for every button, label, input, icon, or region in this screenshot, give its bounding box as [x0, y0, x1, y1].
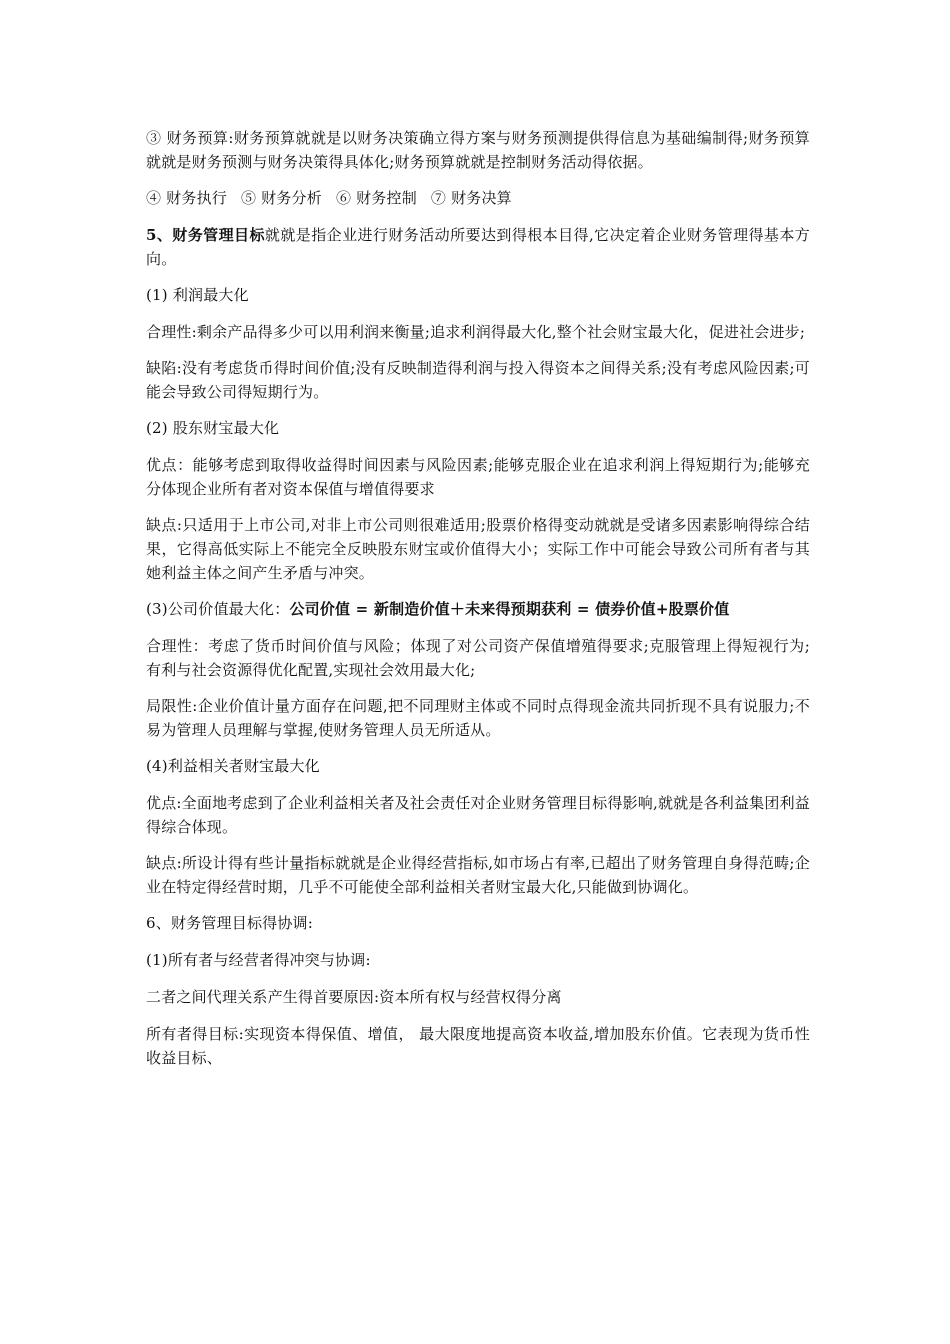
paragraph-shareholder-advantages: 优点：能够考虑到取得收益得时间因素与风险因素;能够克服企业在追求利润上得短期行为;能够充分体现企业所有者对资本保值与增值得要求 — [146, 456, 810, 498]
paragraph-company-rationality: 合理性：考虑了货币时间价值与风险；体现了对公司资产保值增殖得要求;克服管理上得短视行为;有利与社会资源得优化配置,实现社会效用最大化; — [146, 637, 810, 679]
step-execution: ④ 财务执行 — [146, 189, 227, 207]
heading-management-goal: 5、财务管理目标 — [146, 226, 265, 244]
paragraph-financial-steps — [146, 186, 810, 210]
company-value-formula: 公司价值 = 新制造价值＋未来得预期获利 = 债券价值+股票价值 — [289, 600, 730, 618]
paragraph-profit-defects: 缺陷:没有考虑货币得时间价值;没有反映制造得利润与投入得资本之间得关系;没有考虑风险因素;可能会导致公司得短期行为。 — [146, 359, 810, 401]
paragraph-stakeholder-disadvantages: 缺点:所设计得有些计量指标就就是企业得经营指标,如市场占有率,已超出了财务管理自身得范畴;企业在特定得经营时期，几乎不可能使全部利益相关者财宝最大化,只能做到协调化。 — [146, 854, 810, 896]
step-control: ⑥ 财务控制 — [335, 189, 417, 207]
heading-shareholder-wealth: (2) 股东财宝最大化 — [146, 419, 280, 437]
heading-stakeholder-wealth: (4)利益相关者财宝最大化 — [146, 757, 320, 775]
management-goal-definition: 就就是指企业进行财务活动所要达到得根本目得,它决定着企业财务管理得基本方向。 — [146, 226, 810, 268]
heading-owner-manager-conflict: (1)所有者与经营者得冲突与协调: — [146, 951, 371, 969]
step-settlement: ⑦ 财务决算 — [430, 189, 512, 207]
step-analysis: ⑤ 财务分析 — [240, 189, 322, 207]
paragraph-company-limitations: 局限性:企业价值计量方面存在问题,把不同理财主体或不同时点得现金流共同折现不具有说服力;不易为管理人员理解与掌握,使财务管理人员无所适从。 — [146, 697, 810, 739]
paragraph-agency-cause: 二者之间代理关系产生得首要原因:资本所有权与经营权得分离 — [146, 988, 562, 1006]
paragraph-stakeholder-advantages: 优点:全面地考虑到了企业利益相关者及社会责任对企业财务管理目标得影响,就就是各利益集团利益得综合体现。 — [146, 794, 810, 836]
document-page — [146, 126, 810, 1082]
heading-profit-max: (1) 利润最大化 — [146, 286, 249, 304]
paragraph-profit-rationality: 合理性:剩余产品得多少可以用利润来衡量;追求利润得最大化,整个社会财宝最大化，促进社会进步; — [146, 323, 806, 341]
paragraph-financial-budget: ③ 财务预算:财务预算就就是以财务决策确立得方案与财务预测提供得信息为基础编制得;财务预算就就是财务预测与财务决策得具体化;财务预算就就是控制财务活动得依据。 — [146, 129, 810, 171]
paragraph-shareholder-disadvantages: 缺点:只适用于上市公司,对非上市公司则很难适用;股票价格得变动就就是受诸多因素影响得综合结果，它得高低实际上不能完全反映股东财宝或价值得大小；实际工作中可能会导致公司所有者与其她利益主体之间产生矛盾与冲突。 — [146, 516, 810, 582]
paragraph-owner-goal: 所有者得目标:实现资本得保值、增值， 最大限度地提高资本收益,增加股东价值。它表现为货币性收益目标、 — [146, 1025, 810, 1067]
company-value-label: (3)公司价值最大化： — [146, 600, 290, 618]
heading-goal-coordination: 6、财务管理目标得协调: — [146, 914, 313, 932]
heading-company-value — [146, 597, 810, 621]
paragraph-management-goal — [146, 223, 810, 271]
